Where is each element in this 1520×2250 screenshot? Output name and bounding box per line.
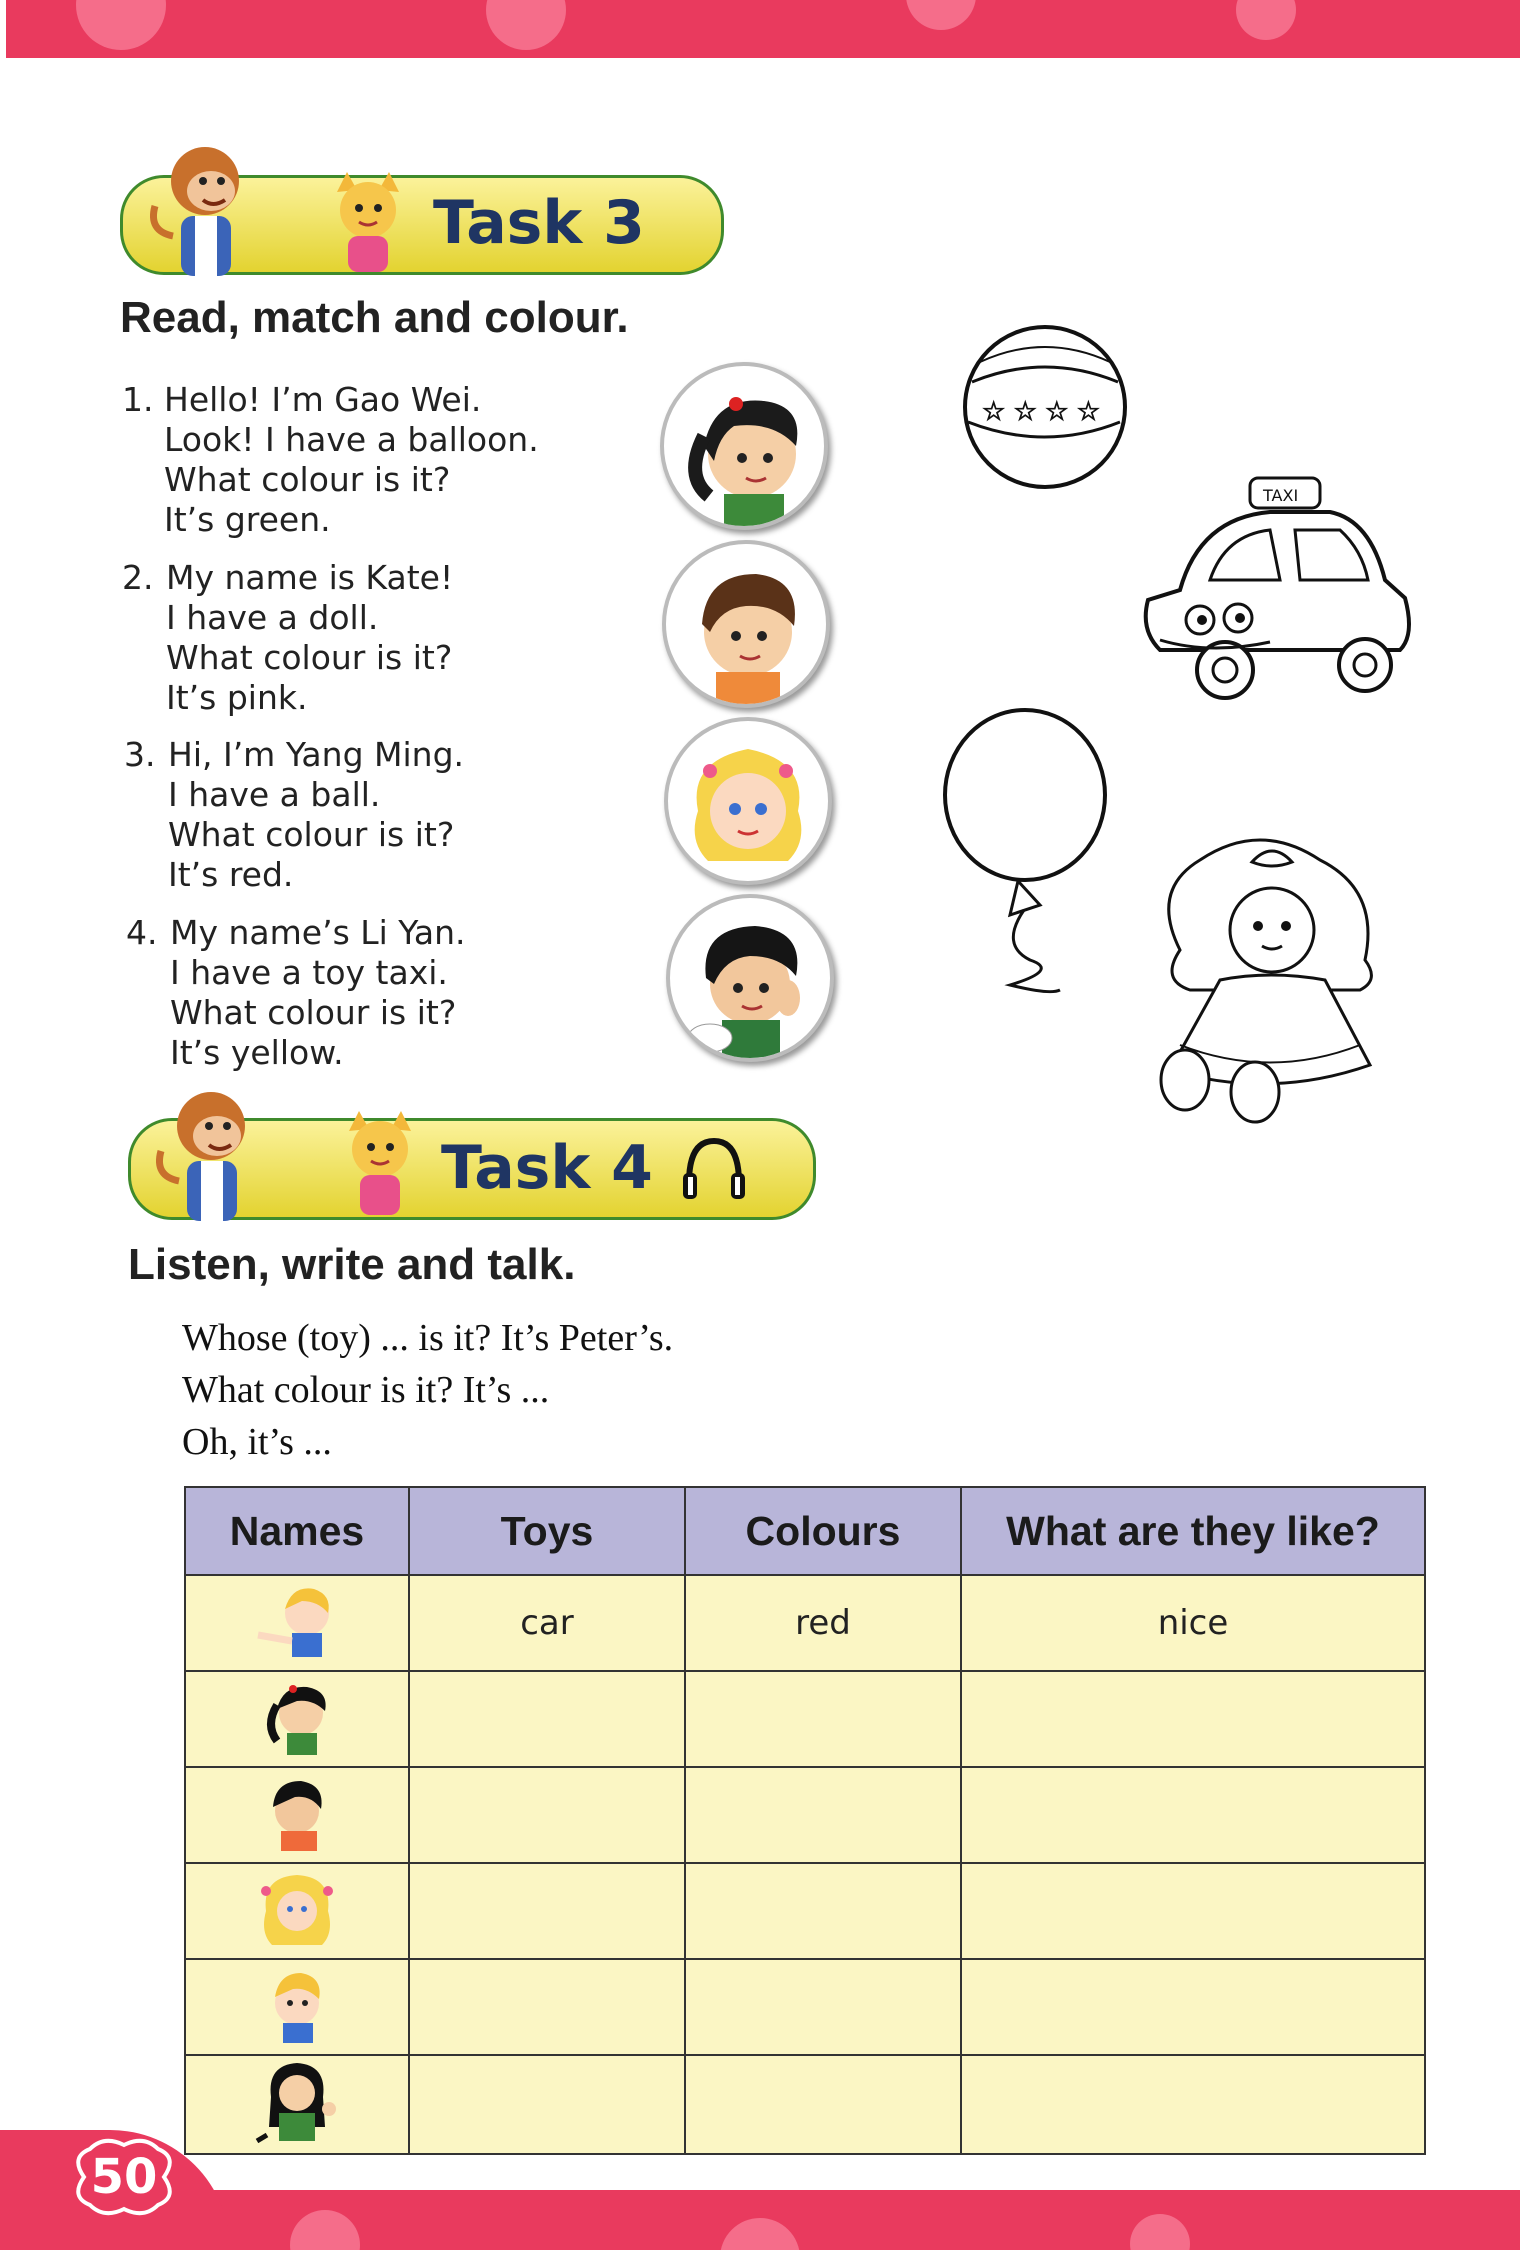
item-line: Look! I have a balloon. [164, 420, 539, 459]
table-row [185, 1575, 1425, 1671]
girl-blonde-avatar [664, 717, 832, 885]
item-line: What colour is it? [166, 638, 453, 677]
like-cell[interactable] [961, 1959, 1425, 2055]
task3-title: Task 3 [433, 188, 645, 258]
colour-cell[interactable]: red [685, 1575, 961, 1671]
toy-cell[interactable] [409, 1671, 685, 1767]
item-line: It’s red. [168, 855, 294, 894]
taxi-sign-text: TAXI [1263, 486, 1299, 505]
item-number: 3. [124, 735, 156, 774]
cat-mascot-icon [335, 1111, 425, 1215]
item-line: What colour is it? [170, 993, 457, 1032]
top-decorative-band [6, 0, 1520, 58]
item-line: What colour is it? [164, 460, 451, 499]
task4-banner [128, 1118, 816, 1220]
table-row [185, 1863, 1425, 1959]
table-row [185, 2055, 1425, 2154]
task3-banner [120, 175, 724, 275]
boy-brown-hair-avatar [662, 540, 830, 708]
name-cell [185, 2055, 409, 2154]
colour-cell[interactable] [685, 1863, 961, 1959]
balloon-illustration-icon [940, 705, 1120, 1005]
item-line: I have a doll. [166, 598, 379, 637]
svg-text:☆ ☆ ☆ ☆: ☆ ☆ ☆ ☆ [982, 397, 1101, 427]
girl-blonde-icon [252, 1867, 342, 1947]
headphones-icon [679, 1135, 749, 1205]
task3-instruction: Read, match and colour. [120, 293, 629, 342]
item-line: Hello! I’m Gao Wei. [164, 380, 482, 419]
task4-title: Task 4 [441, 1133, 653, 1203]
monkey-mascot-icon [143, 136, 263, 276]
item-line: What colour is it? [168, 815, 455, 854]
toy-cell[interactable]: car [409, 1575, 685, 1671]
dialogue-line-1: Whose (toy) ... is it? It’s Peter’s. [182, 1317, 674, 1359]
like-cell[interactable] [961, 2055, 1425, 2154]
girl-ponytail-icon [257, 1675, 337, 1755]
page-number-badge [64, 2137, 184, 2217]
table-row [185, 1959, 1425, 2055]
name-cell [185, 1575, 409, 1671]
toy-cell[interactable] [409, 2055, 685, 2154]
dialogue-line-2: What colour is it? It’s ... [182, 1369, 550, 1411]
page-number: 50 [90, 2149, 158, 2205]
toy-cell[interactable] [409, 1767, 685, 1863]
cat-mascot-icon [323, 172, 413, 272]
name-cell [185, 1959, 409, 2055]
blonde-boy-pointing-icon [252, 1579, 342, 1659]
girl-ponytail-avatar [660, 362, 828, 530]
item-number: 1. [122, 380, 154, 419]
table-row [185, 1671, 1425, 1767]
item-line: It’s yellow. [170, 1033, 344, 1072]
table-row [185, 1767, 1425, 1863]
colour-cell[interactable] [685, 2055, 961, 2154]
dialogue-line-3: Oh, it’s ... [182, 1421, 332, 1463]
item-number: 4. [126, 913, 158, 952]
like-cell[interactable] [961, 1863, 1425, 1959]
taxi-illustration-icon [1130, 470, 1420, 710]
like-cell[interactable] [961, 1671, 1425, 1767]
toy-cell[interactable] [409, 1959, 685, 2055]
item-line: It’s green. [164, 500, 331, 539]
name-cell [185, 1767, 409, 1863]
colour-cell[interactable] [685, 1671, 961, 1767]
doll-illustration-icon [1140, 830, 1410, 1130]
boy-blonde-icon [257, 1963, 337, 2043]
monkey-mascot-icon [149, 1081, 269, 1221]
boy-black-hair-avatar [666, 894, 834, 1062]
item-line: My name is Kate! [166, 558, 454, 597]
colour-cell[interactable] [685, 1767, 961, 1863]
like-cell[interactable] [961, 1767, 1425, 1863]
item-number: 2. [122, 558, 154, 597]
table-header-row [185, 1487, 1425, 1575]
boy-black-hair-icon [257, 1771, 337, 1851]
item-line: Hi, I’m Yang Ming. [168, 735, 465, 774]
like-cell[interactable]: nice [961, 1575, 1425, 1671]
name-cell [185, 1863, 409, 1959]
item-line: My name’s Li Yan. [170, 913, 466, 952]
header-toys: Toys [409, 1487, 685, 1575]
survey-table [184, 1486, 1424, 2134]
item-line: I have a ball. [168, 775, 381, 814]
item-line: It’s pink. [166, 678, 308, 717]
name-cell [185, 1671, 409, 1767]
header-names: Names [185, 1487, 409, 1575]
toy-cell[interactable] [409, 1863, 685, 1959]
colour-cell[interactable] [685, 1959, 961, 2055]
header-colours: Colours [685, 1487, 961, 1575]
girl-long-hair-icon [247, 2057, 347, 2143]
header-what-are-they-like: What are they like? [961, 1487, 1425, 1575]
task4-instruction: Listen, write and talk. [128, 1240, 576, 1289]
item-line: I have a toy taxi. [170, 953, 448, 992]
ball-illustration-icon [960, 322, 1130, 492]
